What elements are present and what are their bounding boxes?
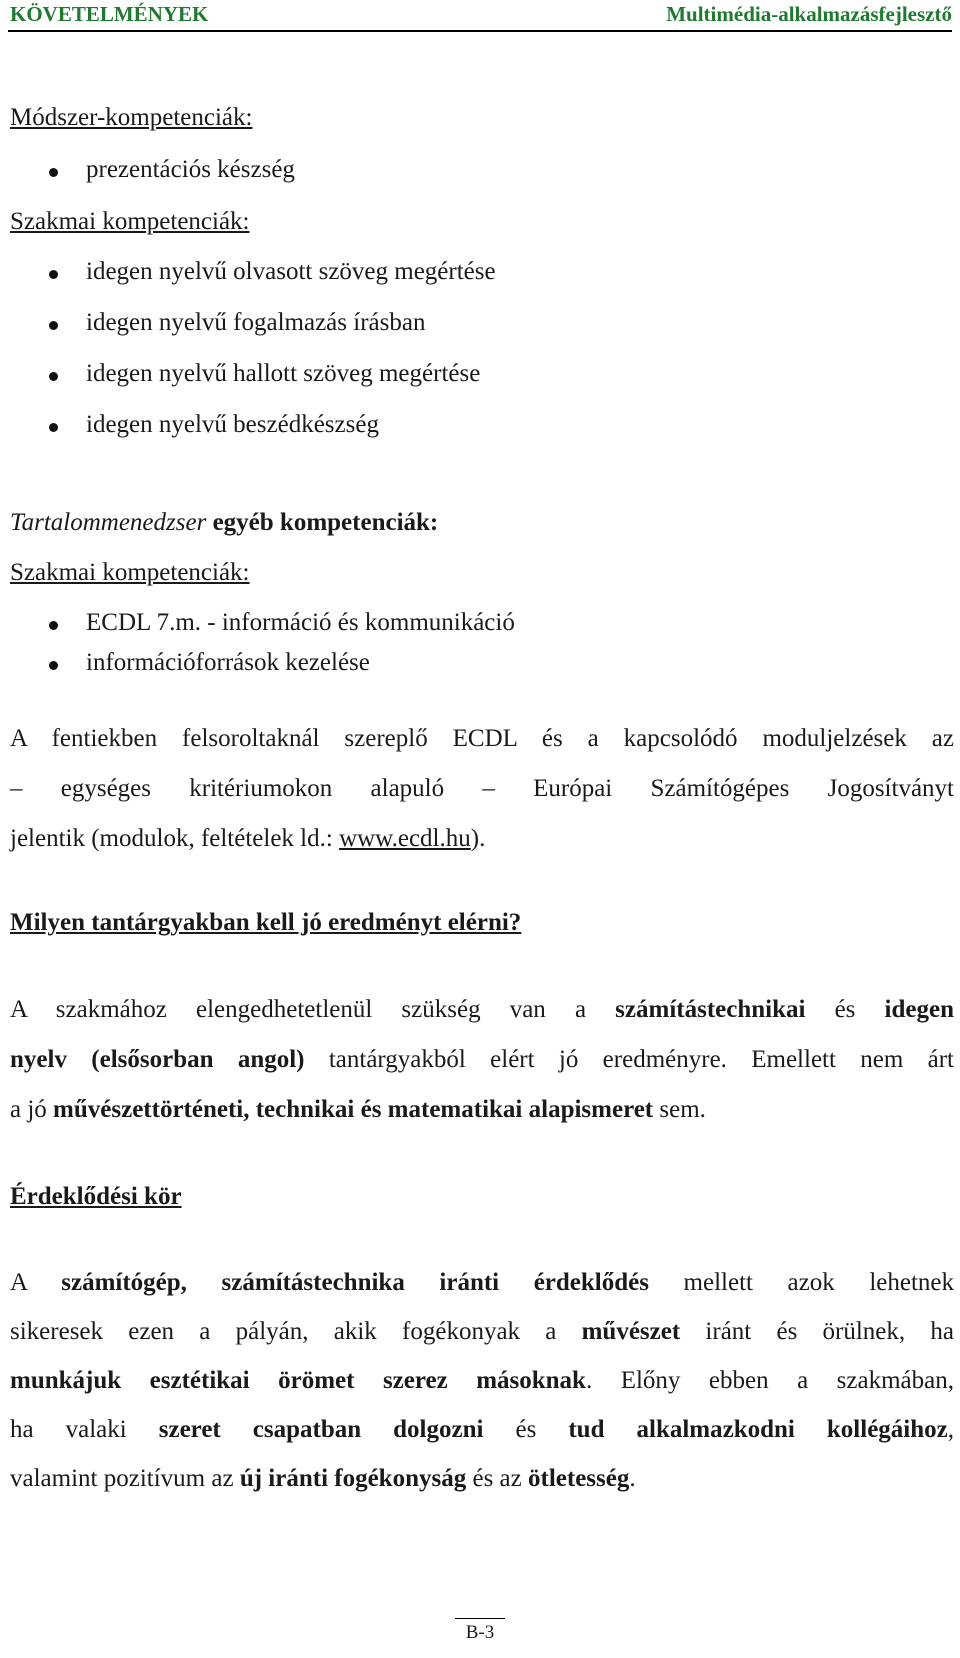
emphasis: idegen [884,996,954,1023]
interest-line [10,1464,636,1494]
interest-line [10,1366,954,1396]
bullet-icon [49,621,58,630]
content-manager-heading [10,508,438,538]
bullet-icon [49,270,58,279]
emphasis: ötletesség [528,1465,630,1492]
emphasis: tud alkalmazkodni kollégáihoz [568,1416,948,1443]
ecdl-note-line: A fentiekben felsoroltaknál szereplő ECDL és a kapcsolódó moduljelzések az [10,725,954,752]
list-item: idegen nyelvű fogalmazás írásban [86,309,426,336]
bullet-icon [49,661,58,670]
text: valamint pozitívum az [10,1465,240,1492]
ecdl-note-line [10,824,485,854]
text: A [10,1269,62,1296]
list-item: ECDL 7.m. - információ és kommunikáció [86,609,515,636]
ecdl-note-line: – egységes kritériumokon alapuló – Európai Számítógépes Jogosítványt [10,775,954,802]
subjects-line [10,1095,706,1125]
text: mellett azok lehetnek [648,1269,955,1296]
emphasis: művészet [581,1318,681,1345]
list-item: információforrások kezelése [86,649,370,676]
emphasis: művészettörténeti, technikai és matematikai alapismeret [53,1096,654,1123]
text: és [483,1416,569,1443]
page-number: B-3 [465,1622,495,1643]
other-competencies-label: egyéb kompetenciák: [212,509,439,536]
emphasis: számítógép, számítástechnika iránti érdeklődés [61,1269,649,1296]
subjects-line [10,1045,954,1075]
ecdl-note-text: jelentik (modulok, feltételek ld.: [10,825,340,852]
list-item: idegen nyelvű beszédkészség [86,411,379,438]
emphasis: számítástechnikai [615,996,806,1023]
interest-line [10,1415,954,1445]
list-item: prezentációs készség [86,156,295,183]
header-right: Multimédia-alkalmazásfejlesztő [666,2,952,26]
text: . [629,1465,636,1492]
emphasis: új iránti fogékonyság [239,1465,467,1492]
list-item: idegen nyelvű olvasott szöveg megértése [86,258,496,285]
text: a jó [10,1096,54,1123]
text: és [805,996,885,1023]
text: iránt és örülnek, ha [680,1318,954,1345]
ecdl-note-text: ). [470,825,486,852]
header-left: KÖVETELMÉNYEK [10,2,209,26]
content-manager-title: Tartalommenedzser [10,509,207,536]
bullet-icon [49,168,58,177]
emphasis: szeret csapatban dolgozni [158,1416,484,1443]
text: tantárgyakból elért jó eredményre. Emellett nem árt [304,1046,954,1073]
text: ha valaki [10,1416,159,1443]
emphasis: nyelv (elsősorban angol) [10,1046,305,1073]
emphasis: munkájuk esztétikai örömet szerez másoknak [10,1367,586,1394]
ecdl-link[interactable]: www.ecdl.hu [339,825,471,852]
interest-heading: Érdeklődési kör [10,1183,182,1210]
bullet-icon [49,372,58,381]
text: A szakmához elengedhetetlenül szükség van a [10,996,616,1023]
text: sem. [653,1096,706,1123]
text: . Előny ebben a szakmában, [585,1367,954,1394]
page-header [8,0,952,32]
subjects-heading: Milyen tantárgyakban kell jó eredményt elérni? [10,909,522,936]
professional-competencies-heading: Szakmai kompetenciák: [10,559,250,586]
text: sikeresek ezen a pályán, akik fogékonyak a [10,1318,582,1345]
bullet-icon [49,321,58,330]
footer-divider [455,1618,505,1619]
interest-line [10,1317,954,1347]
bullet-icon [49,423,58,432]
text: , [947,1416,954,1443]
interest-line [10,1268,954,1298]
list-item: idegen nyelvű hallott szöveg megértése [86,360,481,387]
method-competencies-heading: Módszer-kompetenciák: [10,104,253,131]
professional-competencies-heading: Szakmai kompetenciák: [10,208,250,235]
text: és az [466,1465,528,1492]
subjects-line [10,995,954,1025]
